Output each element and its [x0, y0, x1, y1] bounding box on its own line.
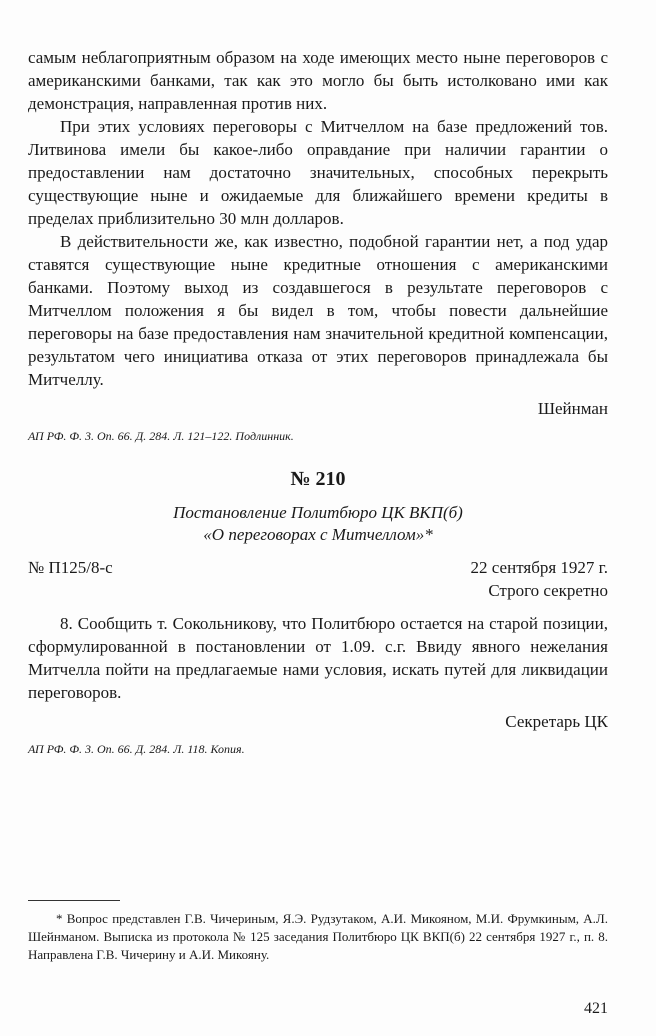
- document-date: 22 сентября 1927 г.: [470, 558, 608, 577]
- footnote-divider: [28, 900, 120, 901]
- signature-sheinman: Шейнман: [537, 399, 608, 418]
- paragraph-continuation: самым неблагоприятным образом на ходе имеющих место ныне переговоров с американскими банками, так как это могло бы быть истолковано ими как демонстрация, направленная против них.: [28, 48, 608, 113]
- paragraph-conditions: При этих условиях переговоры с Митчеллом на базе предложений тов. Литвинова имели бы какое-либо оправдание при наличии гарантии о предоставлении нам достаточно значительных, способных перекрыть существующие ныне и ожидаемые для ближайшего времени кредиты в пределах приблизительно 30 млн долларов.: [28, 117, 608, 228]
- protocol-number: № П125/8-с: [28, 558, 113, 577]
- document-meta-row: [28, 556, 608, 579]
- archive-source-2: АП РФ. Ф. 3. Оп. 66. Д. 284. Л. 118. Копия.: [28, 742, 245, 756]
- document-title-line2: «О переговорах с Митчеллом»*: [203, 525, 433, 544]
- document-title: [28, 502, 608, 546]
- archive-source-1: АП РФ. Ф. 3. Оп. 66. Д. 284. Л. 121–122. Подлинник.: [28, 429, 294, 443]
- page-body: [28, 46, 608, 757]
- paragraph-point-8: 8. Сообщить т. Сокольникову, что Политбюро остается на старой позиции, сформулированной в постановлении от 1.09. с.г. Ввиду явного нежелания Митчелла пойти на предлагаемые нами условия, искать путей для ликвидации переговоров.: [28, 614, 608, 702]
- page-number: 421: [584, 1000, 608, 1017]
- signature-secretary: Секретарь ЦК: [505, 712, 608, 731]
- footnote: * Вопрос представлен Г.В. Чичериным, Я.Э. Рудзутаком, А.И. Микояном, М.И. Фрумкиным, А.Л. Шейнманом. Выписка из протокола № 125 заседания Политбюро ЦК ВКП(б) 22 сентября 1927 г., п. 8. Направлена Г.В. Чичерину и А.И. Микояну.: [28, 911, 608, 962]
- paragraph-reality: В действительности же, как известно, подобной гарантии нет, а под удар ставятся существующие ныне кредитные отношения с американскими банками. Поэтому выход из создавшегося в результате переговоров с Митчеллом положения я бы видел в том, чтобы повести дальнейшие переговоры на базе предоставления нам значительной кредитной компенсации, результатом чего инициатива отказа от этих переговоров принадлежала бы Митчеллу.: [28, 232, 608, 389]
- classification-label: Строго секретно: [488, 581, 608, 600]
- document-number: № 210: [290, 468, 346, 490]
- document-title-line1: Постановление Политбюро ЦК ВКП(б): [173, 503, 463, 522]
